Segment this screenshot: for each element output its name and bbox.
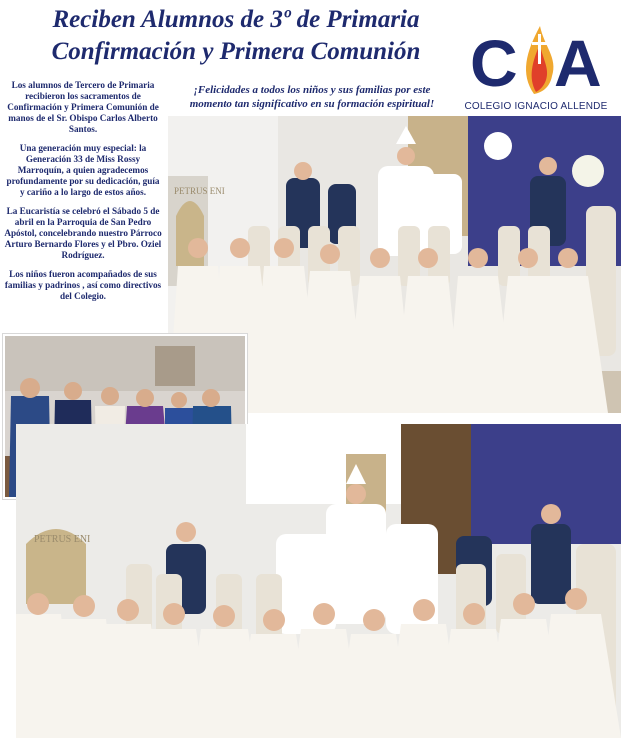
article-paragraph-3: La Eucaristía se celebró el Sábado 5 de abril en la Parroquia de San Pedro Apóstol, concelebrando nuestro Párroco Arturo Bernardo Flores y el Pbro. Oziel Rodríguez. (4, 206, 162, 260)
article-paragraph-1: Los alumnos de Tercero de Primaria recibieron los sacramentos de Confirmación y Primera Comunión de manos de el Sr. Obispo Carlos Alberto Santos. (7, 80, 159, 134)
photo-sign-text-bottom: PETRUS ENI (34, 534, 91, 545)
photo-sign-text: PETRUS ENI (174, 186, 225, 196)
school-logo (452, 6, 620, 114)
headline-line-2: Confirmación y Primera Comunión (51, 38, 421, 65)
article-paragraph-2: Una generación muy especial: la Generación 33 de Miss Rossy Marroquín, a quien agradecemos profundamente por su dedicación, guía y cariño a lo largo de estos años. (6, 143, 160, 197)
headline-line-1: Reciben Alumnos de 3º de Primaria (52, 6, 420, 33)
svg-text:C: C (470, 26, 518, 100)
article-paragraph-4: Los niños fueron acompañados de sus familias y padrinos , así como directivos del Colegio. (4, 269, 162, 301)
group-photo-bottom (16, 424, 621, 738)
school-name: COLEGIO IGNACIO ALLENDE (464, 101, 608, 112)
congratulations-subtitle: ¡Felicidades a todos los niños y sus familias por este momento tan significativo en su formación espiritual! (189, 84, 435, 110)
svg-text:A: A (554, 26, 602, 100)
cia-logo-icon (470, 22, 610, 102)
article-body (4, 80, 162, 310)
